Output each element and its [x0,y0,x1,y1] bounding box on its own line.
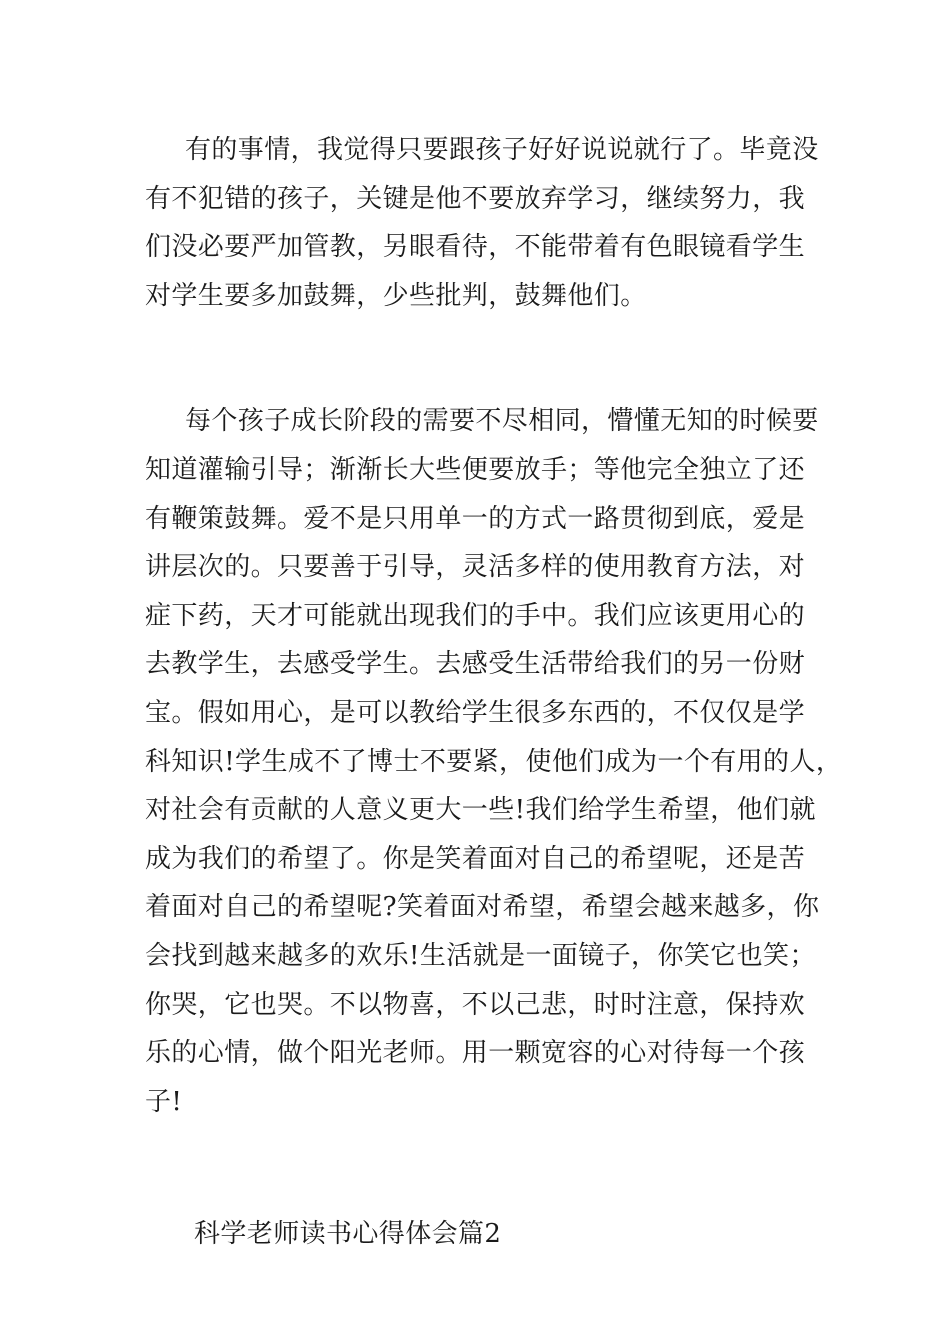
text-line: 乐的心情，做个阳光老师。用一颗宽容的心对待每一个孩 [145,1038,806,1069]
paragraph-spacer [145,320,810,397]
text-line: 着面对自己的希望呢?笑着面对希望，希望会越来越多，你 [145,892,820,923]
text-line: 你哭，它也哭。不以物喜，不以己悲，时时注意，保持欢 [145,989,806,1020]
text-line: 科知识!学生成不了博士不要紧，使他们成为一个有用的人， [145,746,843,777]
section-heading: 科学老师读书心得体会篇2 [194,1219,502,1250]
text-line: 对社会有贡献的人意义更大一些!我们给学生希望，他们就 [145,795,816,826]
text-line: 们没必要严加管教，另眼看待，不能带着有色眼镜看学生 [145,232,806,263]
paragraph-spacer [145,1126,810,1210]
text-line: 讲层次的。只要善于引导，灵活多样的使用教育方法，对 [145,552,806,583]
text-line: 宝。假如用心，是可以教给学生很多东西的，不仅仅是学 [145,697,806,728]
paragraph-2 [145,397,843,1126]
text-line: 每个孩子成长阶段的需要不尽相同，懵懂无知的时候要 [185,406,819,437]
paragraph-1 [145,126,819,320]
text-line: 有不犯错的孩子，关键是他不要放弃学习，继续努力，我 [145,183,806,214]
text-line: 会找到越来越多的欢乐!生活就是一面镜子，你笑它也笑； [145,940,816,971]
text-line: 对学生要多加鼓舞，少些批判，鼓舞他们。 [145,280,647,311]
text-line: 子! [145,1086,183,1117]
text-line: 有鞭策鼓舞。爱不是只用单一的方式一路贯彻到底，爱是 [145,503,806,534]
text-line: 去教学生，去感受学生。去感受生活带给我们的另一份财 [145,649,806,680]
text-line: 成为我们的希望了。你是笑着面对自己的希望呢，还是苦 [145,843,806,874]
text-line: 有的事情，我觉得只要跟孩子好好说说就行了。毕竟没 [185,135,819,165]
text-line: 症下药，天才可能就出现我们的手中。我们应该更用心的 [145,600,806,631]
text-line: 知道灌输引导；渐渐长大些便要放手；等他完全独立了还 [145,454,806,485]
document-page [145,126,843,1258]
